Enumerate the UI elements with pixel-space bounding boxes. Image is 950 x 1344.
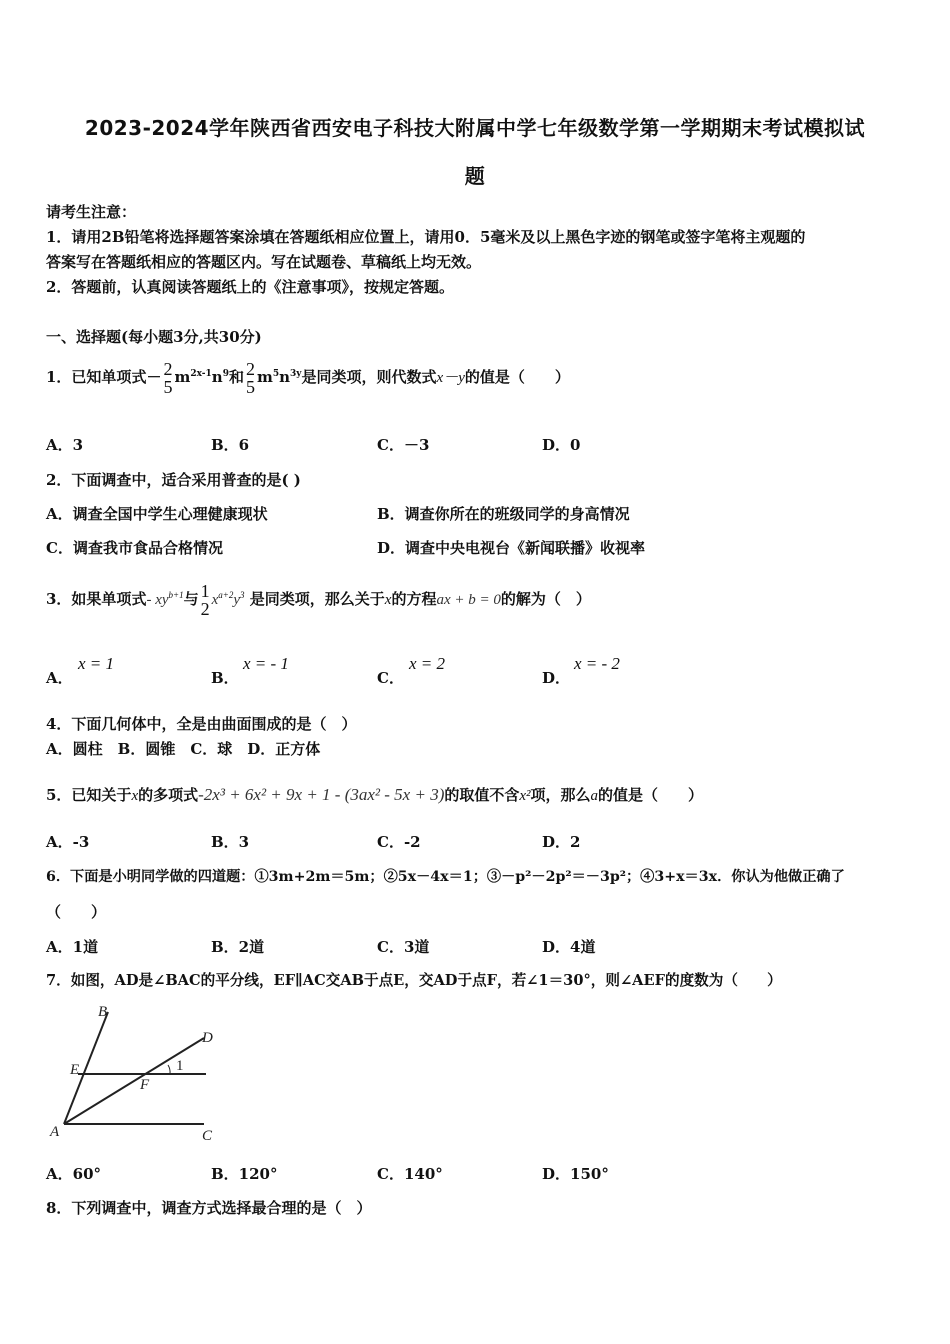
- q3-monomial-2-x-exp: a+2: [218, 590, 234, 600]
- q1-term1-m: m: [174, 368, 191, 386]
- q5-poly-label: 的多项式: [138, 786, 199, 804]
- q1-option-c: C．－3: [377, 436, 430, 454]
- q3-monomial-2-y-exp: 3: [240, 590, 245, 600]
- q3-frac-num: 1: [200, 581, 210, 601]
- q3-variable: x: [384, 592, 392, 608]
- notice-item-1b: 答案写在答题纸相应的答题区内。写在试题卷、草稿纸上均无效。: [46, 253, 482, 271]
- q3-equation-label: 的方程: [391, 590, 437, 608]
- q1-and: 和: [228, 368, 244, 386]
- q1-expression: x－y: [436, 370, 465, 386]
- q3-equation: ax + b = 0: [436, 592, 501, 608]
- exam-title-line1: 2023-2024学年陕西省西安电子科技大附属中学七年级数学第一学期期末考试模拟试: [84, 116, 866, 140]
- fig-label-a: A: [50, 1124, 60, 1140]
- q7-option-a: A．60°: [46, 1165, 102, 1183]
- q1-frac-num: 2: [163, 359, 173, 379]
- q5-end-text: 的值是（ ）: [598, 786, 704, 804]
- q3-fraction: [201, 582, 210, 618]
- q7-option-c: C．140°: [377, 1165, 443, 1183]
- q1-frac2-den: 5: [245, 377, 255, 397]
- q5-polynomial: -2x³ + 6x² + 9x + 1 - (3ax² - 5x + 3): [198, 785, 445, 804]
- question-5: [46, 778, 703, 813]
- q5-option-a: A．-3: [46, 833, 90, 851]
- q3-monomial-2-y: y: [233, 592, 241, 608]
- q1-middle-text: 是同类项，则代数式: [301, 368, 437, 386]
- fig-line-ad: [64, 1038, 204, 1124]
- q5-option-c: C．-2: [377, 833, 421, 851]
- section-heading-choice: 一、选择题(每小题3分,共30分): [46, 328, 262, 346]
- q7-geometry-figure: [44, 998, 224, 1148]
- q1-option-a: A．3: [46, 436, 84, 454]
- fig-label-e: E: [70, 1062, 80, 1078]
- q3-option-c-label: C．: [377, 669, 404, 687]
- q3-option-a-answer: x = 1: [78, 654, 115, 673]
- q3-option-c-answer: x = 2: [409, 654, 446, 673]
- q1-frac-den: 5: [163, 377, 173, 397]
- q6-option-c: C．3道: [377, 938, 430, 956]
- q2-option-d: D．调查中央电视台《新闻联播》收视率: [377, 539, 646, 557]
- notice-item-2: 2．答题前，认真阅读答题纸上的《注意事项》，按规定答题。: [46, 278, 454, 296]
- question-6-line1: 6．下面是小明同学做的四道题：①3m+2m＝5m；②5x－4x＝1；③－p²－2p²＝－3p²；④3+x＝3x．你认为他做正确了: [46, 869, 845, 885]
- q1-end-text: 的值是（ ）: [464, 368, 570, 386]
- q2-option-b: B．调查你所在的班级同学的身高情况: [377, 505, 630, 523]
- q3-monomial-1: - xy: [146, 592, 169, 608]
- q3-option-a-label: A．: [46, 669, 73, 687]
- q1-option-b: B．6: [211, 436, 250, 454]
- q5-prefix: 5．已知关于: [46, 786, 132, 804]
- q1-term2-m-exp: 5: [272, 369, 280, 379]
- q3-with: 与: [183, 590, 199, 608]
- q3-option-d-label: D．: [542, 669, 571, 687]
- q5-variable-x: x: [131, 788, 139, 804]
- fig-label-c: C: [202, 1128, 213, 1144]
- question-2: 2．下面调查中，适合采用普查的是( ): [46, 471, 301, 489]
- q5-variable-a: a: [590, 788, 599, 804]
- fig-label-angle-1: 1: [176, 1058, 184, 1074]
- q6-option-d: D．4道: [542, 938, 596, 956]
- q1-frac2-num: 2: [245, 359, 255, 379]
- question-6-line2: （ ）: [46, 903, 107, 921]
- q3-monomial-2-x: x: [211, 592, 219, 608]
- q2-option-a: A．调查全国中学生心理健康现状: [46, 505, 268, 523]
- exam-title-line2: 题: [464, 164, 486, 188]
- q7-option-d: D．150°: [542, 1165, 609, 1183]
- q2-option-c: C．调查我市食品合格情况: [46, 539, 223, 557]
- q1-fraction: [163, 360, 172, 396]
- q3-middle-text: 是同类项，那么关于: [249, 590, 385, 608]
- q5-middle-text: 的取值不含: [444, 786, 520, 804]
- q5-option-d: D．2: [542, 833, 581, 851]
- q1-term1-n: n: [211, 368, 223, 386]
- q1-term2-n-exp: 3y: [290, 369, 302, 379]
- q3-prefix: 3．如果单项式: [46, 590, 147, 608]
- question-7: 7．如图，AD是∠BAC的平分线，EF∥AC交AB于点E，交AD于点F，若∠1＝30°，则∠AEF的度数为（ ）: [46, 972, 782, 989]
- q1-prefix: 1．已知单项式－: [46, 368, 162, 386]
- q3-end-text: 的解为（ ）: [500, 590, 591, 608]
- notice-item-1a: 1．请用2B铅笔将选择题答案涂填在答题纸相应位置上，请用0．5毫米及以上黑色字迹的钢笔或签字笔将主观题的: [46, 228, 806, 246]
- q1-term1-m-exp: 2x-1: [190, 369, 212, 379]
- q4-options: A．圆柱 B．圆锥 C．球 D．正方体: [46, 740, 321, 758]
- fig-label-f: F: [140, 1077, 150, 1093]
- q1-option-d: D．0: [542, 436, 581, 454]
- q1-term2-n: n: [279, 368, 291, 386]
- question-4: 4．下面几何体中，全是由曲面围成的是（ ）: [46, 715, 357, 733]
- notice-heading: 请考生注意：: [46, 203, 137, 221]
- question-8: 8．下列调查中，调查方式选择最合理的是（ ）: [46, 1199, 372, 1217]
- q1-term2-m: m: [256, 368, 273, 386]
- q5-option-b: B．3: [211, 833, 250, 851]
- fig-label-b: B: [98, 1004, 108, 1020]
- q7-option-b: B．120°: [211, 1165, 278, 1183]
- q1-term1-n-exp: 9: [222, 369, 229, 379]
- q3-option-d-answer: x = - 2: [574, 654, 620, 673]
- q6-option-b: B．2道: [211, 938, 265, 956]
- question-3: [46, 576, 591, 619]
- q6-option-a: A．1道: [46, 938, 99, 956]
- q3-monomial-1-exp: b+1: [168, 590, 184, 600]
- fig-label-d: D: [202, 1030, 213, 1046]
- q3-option-b-answer: x = - 1: [243, 654, 289, 673]
- question-1: [46, 355, 570, 397]
- q5-term-x2: x²: [519, 788, 531, 804]
- q5-middle-text-2: 项，那么: [530, 786, 591, 804]
- fig-angle-1-arc: [168, 1065, 170, 1074]
- q1-fraction-2: [246, 360, 255, 396]
- q3-option-b-label: B．: [211, 669, 239, 687]
- q3-frac-den: 2: [200, 599, 210, 619]
